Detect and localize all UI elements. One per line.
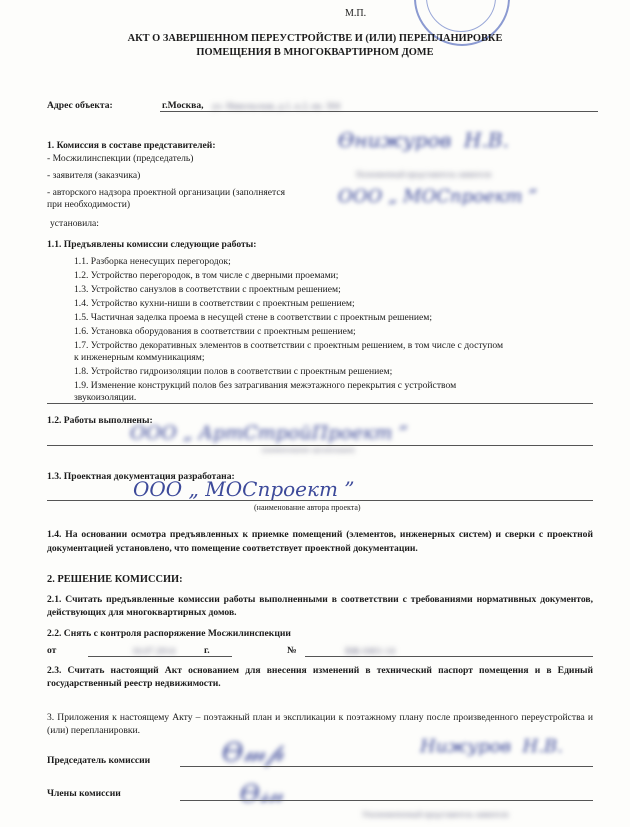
- works-item: звукоизоляции.: [74, 392, 137, 403]
- chairman-underline: [180, 766, 593, 767]
- redacted-address: ул. Никольская, д.1, к.2, кв. 304: [212, 101, 341, 112]
- members-underline: [180, 800, 593, 801]
- order-from-label: от: [47, 645, 57, 656]
- commission-member-inspection: - Мосжилинспекции (председатель): [47, 153, 194, 164]
- works-item: 1.9. Изменение конструкций полов без затрагивания межэтажного перекрытия с устройством: [74, 380, 457, 391]
- redacted-text-1: Полномочный представитель заявителя: [356, 170, 492, 179]
- decision-p21: 2.1. Считать предъявленные комиссии работы выполненными в соответствии с требованиями нормативных документов, действующих для многоквартирных домов.: [47, 594, 593, 618]
- redacted-member-signature: Ѳ𝓈𝓃: [240, 780, 284, 808]
- redacted-signature-3: ООО „ АртСтройПроект ”: [130, 422, 409, 444]
- works-item: 1.7. Устройство декоративных элементов в соответствии с проектным решением, в том числе с доступом: [74, 340, 504, 351]
- project-doc-underline: [47, 500, 593, 501]
- members-label: Члены комиссии: [47, 788, 121, 799]
- document-title-line2: ПОМЕЩЕНИЯ В МНОГОКВАРТИРНОМ ДОМЕ: [196, 47, 434, 58]
- redacted-signature-2: ООО „ МОСпроект ”: [338, 186, 538, 207]
- works-item: к инженерным коммуникациям;: [74, 352, 205, 363]
- stamp-label: М.П.: [345, 8, 367, 19]
- works-done-label: 1.2. Работы выполнены:: [47, 415, 153, 426]
- order-number-label: №: [287, 645, 297, 656]
- commission-established: установила:: [50, 218, 99, 229]
- works-heading: 1.1. Предъявлены комиссии следующие работы:: [47, 239, 257, 250]
- project-author-caption: (наименование автора проекта): [254, 503, 361, 512]
- project-doc-label: 1.3. Проектная документация разработана:: [47, 471, 235, 482]
- redacted-chairman-signature: Ѳ𝓂𝓅: [222, 738, 284, 768]
- order-year-suffix: г.: [204, 645, 210, 656]
- redacted-member-name: Уполномоченный представитель заявителя: [362, 810, 509, 819]
- redacted-signature-1: Ѳнижуров Н.В.: [338, 128, 509, 152]
- document-title-line1: АКТ О ЗАВЕРШЕННОМ ПЕРЕУСТРОЙСТВЕ И (ИЛИ) ПЕРЕПЛАНИРОВКЕ: [127, 33, 503, 44]
- project-author-signature: ООО „ МОСпроект ”: [133, 477, 355, 501]
- decision-p22: 2.2. Снять с контроля распоряжение Мосжилинспекции: [47, 628, 291, 639]
- inspection-conclusion: 1.4. На основании осмотра предъявленных к приемке помещений (элементов, инженерных систем) и сверки с проектной документацией установлено, что помещение соответствует проектной документации.: [47, 529, 593, 554]
- decision-p23: 2.3. Считать настоящий Акт основанием для внесения изменений в технический паспорт помещения и в Единый государственный реестр недвижимости.: [47, 665, 593, 689]
- decision-heading: 2. РЕШЕНИЕ КОМИССИИ:: [47, 574, 183, 585]
- commission-heading: 1. Комиссия в составе представителей:: [47, 140, 216, 151]
- works-item: 1.1. Разборка ненесущих перегородок;: [74, 256, 231, 267]
- redacted-caption: (наименование организации): [262, 445, 355, 454]
- chairman-label: Председатель комиссии: [47, 755, 151, 766]
- address-underline: [160, 111, 598, 112]
- works-item: 1.2. Устройство перегородок, в том числе с дверными проемами;: [74, 270, 339, 281]
- works-item: 1.6. Установка оборудования в соответствии с проектным решением;: [74, 326, 356, 337]
- commission-member-supervision: - авторского надзора проектной организации (заполняется: [47, 187, 285, 198]
- works-item: 1.8. Устройство гидроизоляции полов в соответствии с проектным решением;: [74, 366, 393, 377]
- appendix-text: 3. Приложения к настоящему Акту – поэтажный план и экспликации к поэтажному плану после произведенного переустройства и (или) перепланировки.: [47, 712, 593, 736]
- works-item: 1.4. Устройство кухни-ниши в соответствии с проектным решением;: [74, 298, 355, 309]
- commission-member-supervision-note: при необходимости): [47, 199, 131, 210]
- redacted-number: ВЖ-0401-14: [345, 646, 395, 657]
- address-city: г.Москва,: [162, 100, 204, 111]
- works-item: 1.5. Частичная заделка проема в несущей стене в соответствии с проектным решением;: [74, 312, 433, 323]
- redacted-date: 16.07.2014: [132, 646, 176, 657]
- address-label: Адрес объекта:: [47, 100, 113, 111]
- works-item: 1.3. Устройство санузлов в соответствии с проектным решением;: [74, 284, 341, 295]
- redacted-chairman-name: Нижуров Н.В.: [420, 736, 563, 757]
- commission-member-applicant: - заявителя (заказчика): [47, 170, 141, 181]
- works-done-underline: [47, 445, 593, 446]
- works-underline: [47, 403, 593, 404]
